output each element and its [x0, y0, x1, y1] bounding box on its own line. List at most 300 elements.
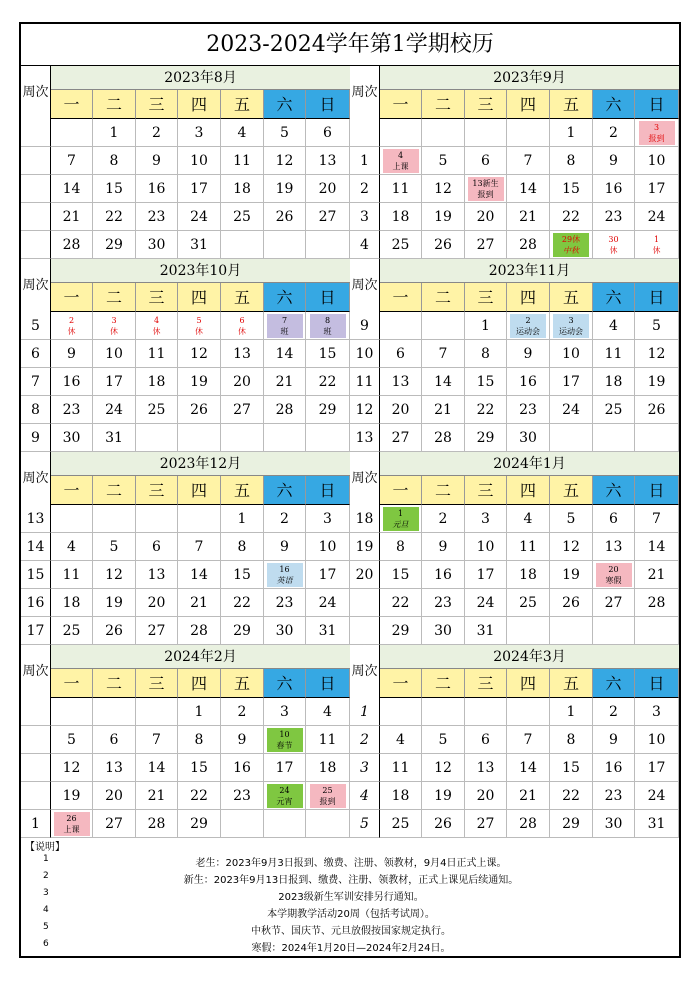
date-number: 29: [476, 430, 495, 446]
date-cell: [507, 589, 550, 617]
date-number: 9: [237, 732, 247, 748]
date-cell: [507, 340, 550, 368]
date-cell: [635, 424, 679, 452]
month-panel: [350, 259, 679, 452]
date-cell: [136, 782, 178, 810]
date-cell: [593, 231, 635, 259]
date-cell: [51, 698, 93, 726]
date-cell: [221, 782, 264, 810]
date-number: 25: [391, 816, 410, 832]
date-cell: [465, 505, 507, 533]
day-header: 一: [51, 283, 93, 312]
date-number: 15: [318, 346, 337, 362]
date-cell: [422, 203, 465, 231]
date-cell: [593, 312, 635, 340]
day-header: 六: [593, 283, 635, 312]
date-number: 29: [318, 402, 337, 418]
date-number: 26: [275, 209, 294, 225]
date-number: 6: [239, 316, 245, 325]
date-cell: [93, 147, 136, 175]
date-cell: [507, 698, 550, 726]
week-number: 3: [350, 754, 380, 782]
date-number: 8: [481, 346, 490, 362]
date-cell: [178, 617, 221, 645]
date-number: 15: [476, 374, 495, 390]
month-panel: [21, 66, 350, 259]
date-cell: [507, 561, 550, 589]
date-number: 24: [476, 595, 495, 611]
date-note: 报到: [477, 190, 494, 199]
date-number: 9: [280, 539, 289, 555]
date-cell: [465, 533, 507, 561]
date-cell: [178, 782, 221, 810]
date-cell: [264, 754, 306, 782]
date-number: 17: [476, 567, 495, 583]
date-number: 25: [62, 623, 81, 639]
date-number: 12: [275, 153, 294, 169]
date-number: 20: [608, 565, 619, 574]
month-title: 2023年11月: [380, 259, 679, 283]
date-number: 11: [318, 732, 337, 748]
date-cell: [380, 561, 422, 589]
date-cell: [178, 424, 221, 452]
date-cell: [507, 175, 550, 203]
month-title: 2023年8月: [51, 66, 350, 90]
date-cell: [507, 782, 550, 810]
calendar-title: 2023-2024学年第1学期校历: [21, 24, 679, 66]
date-note: 春节: [276, 741, 293, 750]
date-number: 20: [147, 595, 166, 611]
date-cell: [380, 617, 422, 645]
date-cell: [465, 231, 507, 259]
date-cell: [635, 505, 679, 533]
date-cell: [465, 589, 507, 617]
date-cell: [264, 312, 306, 340]
date-number: 30: [434, 623, 452, 639]
date-note: 运动会: [559, 327, 583, 336]
date-cell: [635, 231, 679, 259]
day-header: 五: [221, 476, 264, 505]
date-number: 23: [275, 595, 294, 611]
date-cell: [93, 617, 136, 645]
date-number: 24: [318, 595, 337, 611]
date-cell: [635, 754, 679, 782]
day-header: 三: [465, 669, 507, 698]
date-cell: [51, 396, 93, 424]
date-cell: [380, 726, 422, 754]
date-number: 5: [280, 125, 289, 141]
date-number: 9: [438, 539, 448, 555]
date-cell: [507, 726, 550, 754]
date-cell: [550, 368, 593, 396]
date-number: 5: [196, 316, 202, 325]
date-number: 15: [105, 181, 123, 197]
date-cell: [550, 533, 593, 561]
date-badge: [54, 812, 90, 836]
date-cell: [264, 231, 306, 259]
day-header: 二: [422, 476, 465, 505]
date-cell: [93, 589, 136, 617]
date-number: 27: [391, 430, 410, 446]
week-number: [21, 698, 51, 726]
note-number: 3: [43, 888, 49, 898]
date-cell: [136, 754, 178, 782]
date-number: 6: [609, 511, 618, 527]
date-cell: [51, 203, 93, 231]
week-number: [350, 617, 380, 645]
date-cell: [465, 396, 507, 424]
date-badge: [468, 177, 504, 201]
date-number: 14: [647, 539, 666, 555]
date-badge: [96, 314, 132, 338]
day-header: 四: [178, 283, 221, 312]
date-number: 16: [147, 181, 166, 197]
week-number: 3: [350, 203, 380, 231]
date-number: 13: [147, 567, 166, 583]
date-number: 5: [109, 539, 119, 555]
date-number: 16: [233, 760, 251, 776]
date-cell: [507, 424, 550, 452]
date-cell: [380, 119, 422, 147]
week-number: 4: [350, 782, 380, 810]
date-cell: [178, 698, 221, 726]
date-number: 6: [152, 539, 161, 555]
date-number: 17: [647, 181, 666, 197]
month-title: 2023年12月: [51, 452, 350, 476]
day-header: 日: [306, 669, 350, 698]
date-number: 27: [476, 816, 495, 832]
date-number: 17: [318, 567, 337, 583]
date-badge: [639, 233, 675, 257]
date-cell: [136, 340, 178, 368]
note-text: 寒假：2024年1月20日—2024年2月24日。: [251, 943, 451, 954]
date-number: 7: [67, 153, 76, 169]
week-number: 18: [350, 505, 380, 533]
date-number: 31: [190, 237, 208, 253]
month-title: 2024年2月: [51, 645, 350, 669]
date-number: 28: [519, 237, 537, 253]
week-label: 周次: [21, 452, 51, 505]
date-number: 21: [647, 567, 666, 583]
month-panel: [350, 645, 679, 838]
date-cell: [264, 396, 306, 424]
date-cell: [380, 782, 422, 810]
date-number: 26: [105, 623, 123, 639]
date-number: 30: [147, 237, 166, 253]
date-number: 25: [519, 595, 537, 611]
date-cell: [593, 561, 635, 589]
date-cell: [465, 754, 507, 782]
date-cell: [221, 424, 264, 452]
date-note: 休: [652, 246, 661, 255]
note-number: 6: [43, 939, 49, 949]
date-number: 9: [609, 732, 618, 748]
date-cell: [422, 617, 465, 645]
date-number: 30: [275, 623, 294, 639]
date-number: 6: [323, 125, 332, 141]
date-number: 10: [318, 539, 337, 555]
date-number: 27: [318, 209, 337, 225]
date-cell: [178, 726, 221, 754]
day-header: 五: [221, 283, 264, 312]
date-number: 5: [438, 732, 448, 748]
date-cell: [593, 533, 635, 561]
date-cell: [507, 368, 550, 396]
date-cell: [51, 424, 93, 452]
date-cell: [635, 561, 679, 589]
date-cell: [264, 726, 306, 754]
date-cell: [93, 175, 136, 203]
week-label: 周次: [21, 66, 51, 119]
week-label: 周次: [21, 259, 51, 312]
date-cell: [507, 203, 550, 231]
date-number: 28: [434, 430, 452, 446]
date-cell: [380, 175, 422, 203]
date-number: 1: [397, 509, 404, 518]
date-cell: [422, 782, 465, 810]
date-cell: [136, 368, 178, 396]
date-cell: [264, 147, 306, 175]
date-number: 2: [280, 511, 289, 527]
day-header: 三: [136, 283, 178, 312]
date-cell: [221, 175, 264, 203]
date-note: 休: [238, 327, 246, 336]
date-number: 21: [519, 788, 537, 804]
date-note: 中秋: [563, 246, 579, 255]
day-header: 一: [380, 476, 422, 505]
date-cell: [51, 368, 93, 396]
date-number: 28: [647, 595, 666, 611]
week-number: 5: [21, 312, 51, 340]
date-cell: [51, 147, 93, 175]
date-number: 17: [190, 181, 208, 197]
day-header: 一: [380, 669, 422, 698]
date-number: 19: [434, 788, 452, 804]
date-cell: [178, 175, 221, 203]
date-note: 运动会: [516, 327, 540, 336]
day-header: 三: [465, 476, 507, 505]
date-cell: [136, 147, 178, 175]
date-cell: [306, 340, 350, 368]
date-number: 5: [67, 732, 76, 748]
day-header: 五: [221, 90, 264, 119]
date-number: 14: [62, 181, 81, 197]
day-header: 一: [380, 90, 422, 119]
date-cell: [465, 119, 507, 147]
date-number: 8: [237, 539, 247, 555]
month-panel: [350, 66, 679, 259]
week-number: [350, 589, 380, 617]
date-cell: [51, 175, 93, 203]
date-number: 11: [233, 153, 251, 169]
date-number: 10: [476, 539, 495, 555]
day-header: 二: [93, 669, 136, 698]
date-cell: [465, 175, 507, 203]
date-number: 25: [391, 237, 410, 253]
date-number: 21: [147, 788, 166, 804]
week-number: 19: [350, 533, 380, 561]
date-cell: [178, 505, 221, 533]
date-number: 12: [647, 346, 666, 362]
date-number: 7: [523, 153, 533, 169]
date-cell: [306, 589, 350, 617]
date-cell: [593, 175, 635, 203]
notes-heading: 【说明】: [25, 842, 65, 853]
date-cell: [221, 396, 264, 424]
date-note: 休: [67, 327, 76, 336]
day-header: 一: [380, 283, 422, 312]
date-number: 4: [323, 704, 332, 720]
date-number: 4: [397, 151, 404, 160]
week-number: [21, 782, 51, 810]
day-header: 二: [422, 669, 465, 698]
date-cell: [422, 698, 465, 726]
date-cell: [380, 698, 422, 726]
date-badge: [553, 314, 589, 338]
date-cell: [550, 340, 593, 368]
week-number: 1: [350, 147, 380, 175]
date-note: 休: [195, 327, 203, 336]
date-number: 31: [105, 430, 123, 446]
date-cell: [178, 119, 221, 147]
date-number: 1: [481, 318, 490, 334]
date-number: 9: [67, 346, 76, 362]
date-cell: [306, 231, 350, 259]
date-number: 20: [476, 209, 495, 225]
date-number: 26: [434, 237, 452, 253]
date-number: 22: [233, 595, 251, 611]
date-cell: [51, 726, 93, 754]
date-number: 3: [280, 704, 289, 720]
date-number: 2: [525, 316, 531, 325]
date-cell: [422, 561, 465, 589]
date-cell: [507, 533, 550, 561]
date-number: 10: [647, 153, 666, 169]
week-number: 17: [21, 617, 51, 645]
date-cell: [136, 424, 178, 452]
date-cell: [306, 533, 350, 561]
day-header: 五: [550, 476, 593, 505]
week-number: 16: [21, 589, 51, 617]
date-cell: [136, 119, 178, 147]
date-cell: [422, 533, 465, 561]
day-header: 四: [178, 90, 221, 119]
date-cell: [422, 340, 465, 368]
date-cell: [635, 617, 679, 645]
date-number: 20: [318, 181, 337, 197]
week-number: 9: [21, 424, 51, 452]
date-number: 14: [190, 567, 208, 583]
date-number: 2: [609, 704, 618, 720]
month-title: 2024年1月: [380, 452, 679, 476]
date-cell: [550, 396, 593, 424]
date-number: 15: [190, 760, 208, 776]
date-badge: [267, 563, 303, 587]
date-number: 23: [434, 595, 452, 611]
date-number: 8: [566, 732, 576, 748]
date-cell: [178, 810, 221, 838]
day-header: 一: [51, 669, 93, 698]
date-cell: [93, 312, 136, 340]
date-number: 13: [318, 153, 337, 169]
date-note: 元旦: [392, 520, 409, 529]
date-number: 23: [519, 402, 537, 418]
date-number: 28: [519, 816, 537, 832]
date-cell: [507, 810, 550, 838]
date-number: 17: [105, 374, 123, 390]
date-note: 报到: [648, 134, 665, 143]
date-number: 15: [562, 760, 580, 776]
week-number: 4: [350, 231, 380, 259]
date-number: 22: [562, 209, 580, 225]
date-cell: [93, 561, 136, 589]
day-header: 五: [221, 669, 264, 698]
date-badge: [224, 314, 260, 338]
date-cell: [178, 368, 221, 396]
note-number: 2: [43, 871, 49, 881]
date-badge: [267, 728, 303, 752]
date-number: 22: [318, 374, 337, 390]
date-cell: [593, 505, 635, 533]
date-cell: [221, 617, 264, 645]
date-cell: [422, 424, 465, 452]
day-header: 日: [635, 90, 679, 119]
date-cell: [422, 589, 465, 617]
date-number: 8: [109, 153, 119, 169]
date-cell: [306, 782, 350, 810]
date-note: 休: [110, 327, 118, 336]
date-number: 30: [519, 430, 537, 446]
date-cell: [264, 589, 306, 617]
date-number: 17: [562, 374, 580, 390]
date-number: 29休: [561, 235, 581, 244]
date-cell: [465, 810, 507, 838]
date-number: 2: [609, 125, 618, 141]
date-cell: [264, 561, 306, 589]
date-cell: [593, 119, 635, 147]
date-cell: [51, 312, 93, 340]
date-cell: [593, 782, 635, 810]
date-cell: [178, 754, 221, 782]
date-cell: [93, 782, 136, 810]
date-number: 28: [275, 402, 294, 418]
date-number: 22: [105, 209, 123, 225]
date-number: 12: [190, 346, 208, 362]
date-cell: [380, 424, 422, 452]
date-number: 18: [62, 595, 81, 611]
date-number: 31: [476, 623, 495, 639]
date-number: 6: [481, 153, 490, 169]
week-number: [21, 754, 51, 782]
date-cell: [136, 505, 178, 533]
week-number: [21, 726, 51, 754]
date-cell: [93, 424, 136, 452]
day-header: 二: [93, 90, 136, 119]
day-header: 三: [465, 283, 507, 312]
date-cell: [550, 231, 593, 259]
date-badge: [181, 314, 217, 338]
day-header: 四: [178, 476, 221, 505]
date-cell: [221, 698, 264, 726]
date-cell: [221, 119, 264, 147]
day-header: 二: [93, 283, 136, 312]
date-cell: [93, 810, 136, 838]
date-number: 2: [438, 511, 448, 527]
day-header: 五: [550, 283, 593, 312]
date-number: 11: [391, 181, 410, 197]
date-number: 19: [434, 209, 452, 225]
month-panel: [21, 452, 350, 645]
